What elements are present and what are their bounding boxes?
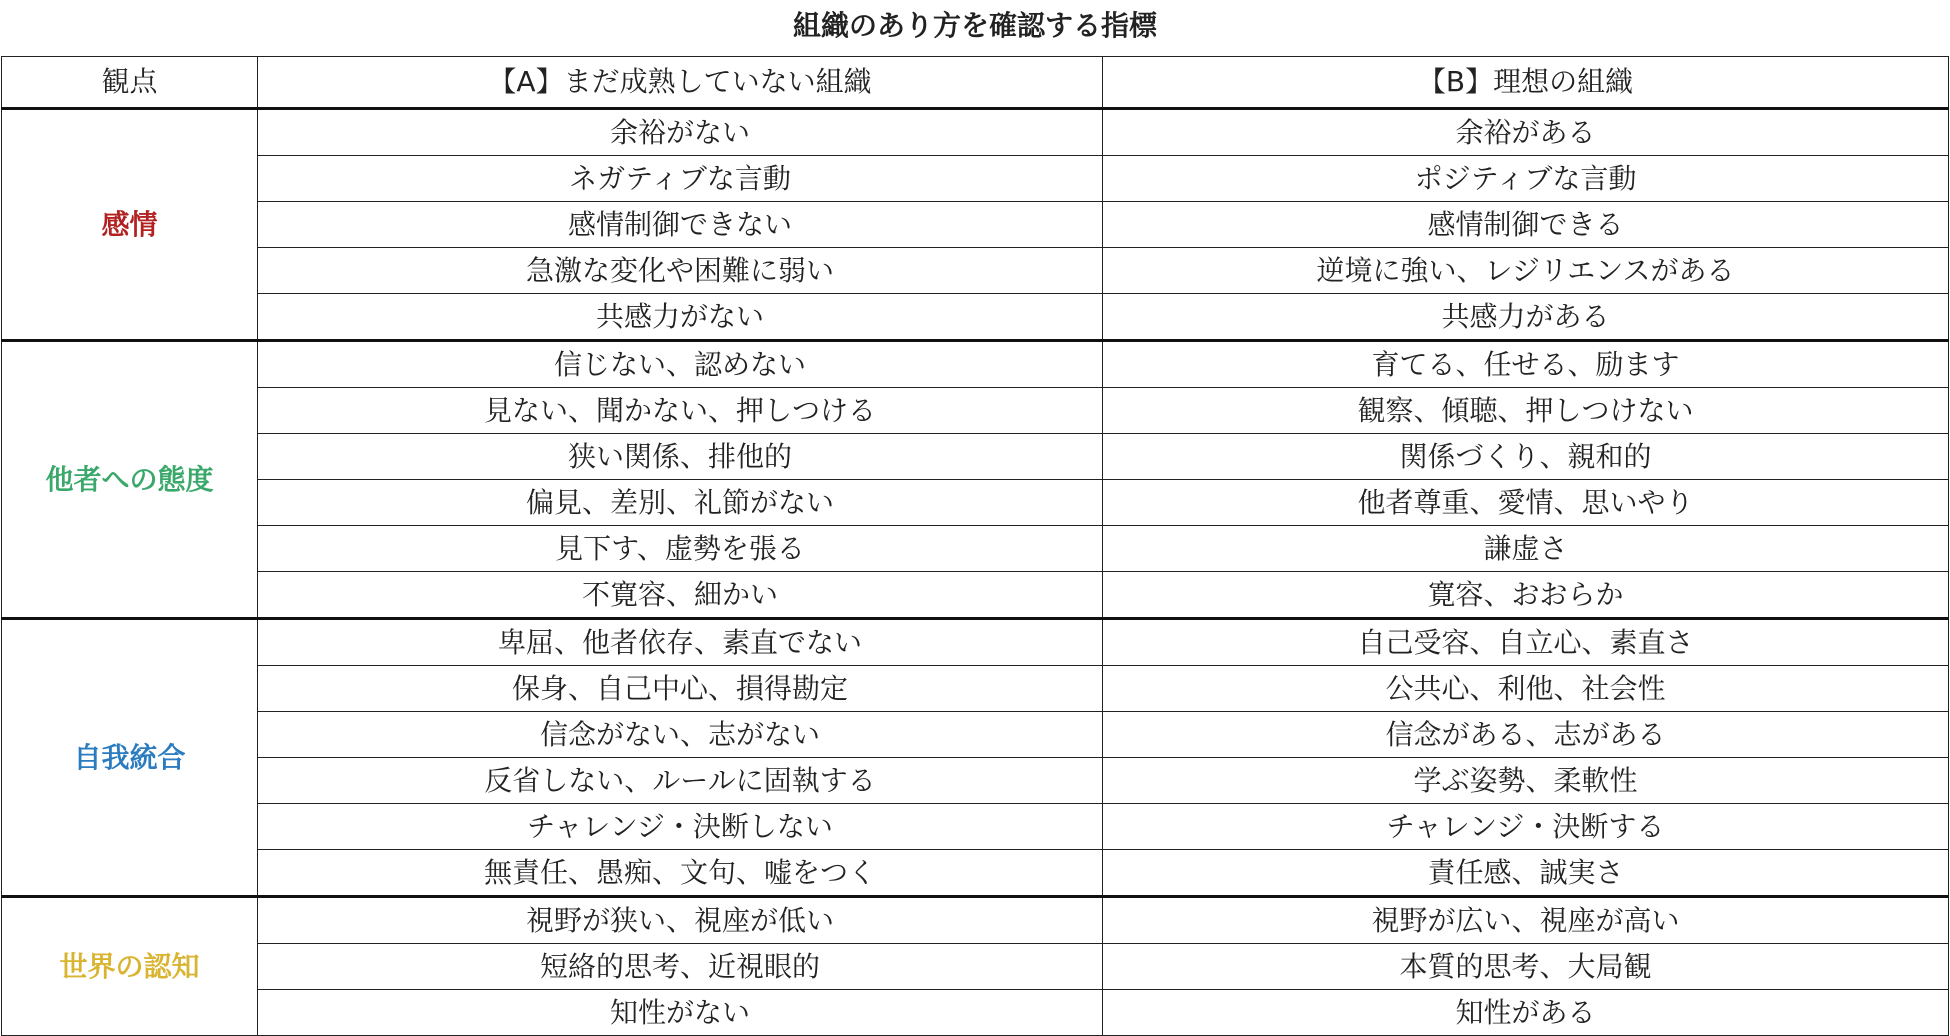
- header-b: 【B】理想の組織: [1103, 57, 1949, 109]
- cell-b: 観察、傾聴、押しつけない: [1103, 388, 1949, 434]
- table-row: [2, 526, 1949, 572]
- cell-a: 不寛容、細かい: [258, 572, 1103, 619]
- table-row: [2, 850, 1949, 897]
- cell-a: 急激な変化や困難に弱い: [258, 248, 1103, 294]
- cell-a: 卑屈、他者依存、素直でない: [258, 619, 1103, 666]
- cell-a: 知性がない: [258, 990, 1103, 1036]
- cell-b: 本質的思考、大局観: [1103, 944, 1949, 990]
- table-row: [2, 248, 1949, 294]
- cell-a: 保身、自己中心、損得勘定: [258, 666, 1103, 712]
- cell-b: 謙虚さ: [1103, 526, 1949, 572]
- cell-a: 無責任、愚痴、文句、嘘をつく: [258, 850, 1103, 897]
- header-a: 【A】まだ成熟していない組織: [258, 57, 1103, 109]
- table-row: [2, 990, 1949, 1036]
- cell-b: 他者尊重、愛情、思いやり: [1103, 480, 1949, 526]
- table-row: [2, 897, 1949, 944]
- category-cell: 世界の認知: [2, 897, 258, 1036]
- cell-a: チャレンジ・決断しない: [258, 804, 1103, 850]
- cell-a: 共感力がない: [258, 294, 1103, 341]
- table-row: [2, 156, 1949, 202]
- table-row: [2, 712, 1949, 758]
- table-row: [2, 109, 1949, 156]
- page-title: 組織のあり方を確認する指標: [792, 9, 1157, 42]
- cell-b: 関係づくり、親和的: [1103, 434, 1949, 480]
- cell-b: 育てる、任せる、励ます: [1103, 341, 1949, 388]
- cell-b: チャレンジ・決断する: [1103, 804, 1949, 850]
- cell-b: 感情制御できる: [1103, 202, 1949, 248]
- cell-a: 短絡的思考、近視眼的: [258, 944, 1103, 990]
- cell-a: 反省しない、ルールに固執する: [258, 758, 1103, 804]
- cell-b: 逆境に強い、レジリエンスがある: [1103, 248, 1949, 294]
- header-viewpoint: 観点: [2, 57, 258, 109]
- cell-b: 視野が広い、視座が高い: [1103, 897, 1949, 944]
- cell-b: 共感力がある: [1103, 294, 1949, 341]
- table-row: [2, 619, 1949, 666]
- cell-b: 学ぶ姿勢、柔軟性: [1103, 758, 1949, 804]
- table-row: [2, 804, 1949, 850]
- cell-a: 見ない、聞かない、押しつける: [258, 388, 1103, 434]
- category-cell: 他者への態度: [2, 341, 258, 619]
- table-row: [2, 572, 1949, 619]
- cell-b: 公共心、利他、社会性: [1103, 666, 1949, 712]
- cell-a: 余裕がない: [258, 109, 1103, 156]
- category-cell: 感情: [2, 109, 258, 341]
- cell-a: 狭い関係、排他的: [258, 434, 1103, 480]
- cell-a: 視野が狭い、視座が低い: [258, 897, 1103, 944]
- cell-a: ネガティブな言動: [258, 156, 1103, 202]
- cell-b: 信念がある、志がある: [1103, 712, 1949, 758]
- table-row: [2, 758, 1949, 804]
- cell-a: 信念がない、志がない: [258, 712, 1103, 758]
- table-body: [2, 57, 1949, 1036]
- cell-a: 感情制御できない: [258, 202, 1103, 248]
- cell-b: 責任感、誠実さ: [1103, 850, 1949, 897]
- table-row: [2, 666, 1949, 712]
- table-row: [2, 480, 1949, 526]
- header-row: [2, 57, 1949, 109]
- cell-b: 余裕がある: [1103, 109, 1949, 156]
- cell-b: 自己受容、自立心、素直さ: [1103, 619, 1949, 666]
- table-row: [2, 944, 1949, 990]
- cell-a: 偏見、差別、礼節がない: [258, 480, 1103, 526]
- table-row: [2, 434, 1949, 480]
- cell-b: ポジティブな言動: [1103, 156, 1949, 202]
- indicator-table: [1, 56, 1949, 1036]
- cell-a: 信じない、認めない: [258, 341, 1103, 388]
- cell-a: 見下す、虚勢を張る: [258, 526, 1103, 572]
- table-row: [2, 388, 1949, 434]
- table-row: [2, 294, 1949, 341]
- category-cell: 自我統合: [2, 619, 258, 897]
- table-row: [2, 341, 1949, 388]
- table-row: [2, 202, 1949, 248]
- cell-b: 寛容、おおらか: [1103, 572, 1949, 619]
- cell-b: 知性がある: [1103, 990, 1949, 1036]
